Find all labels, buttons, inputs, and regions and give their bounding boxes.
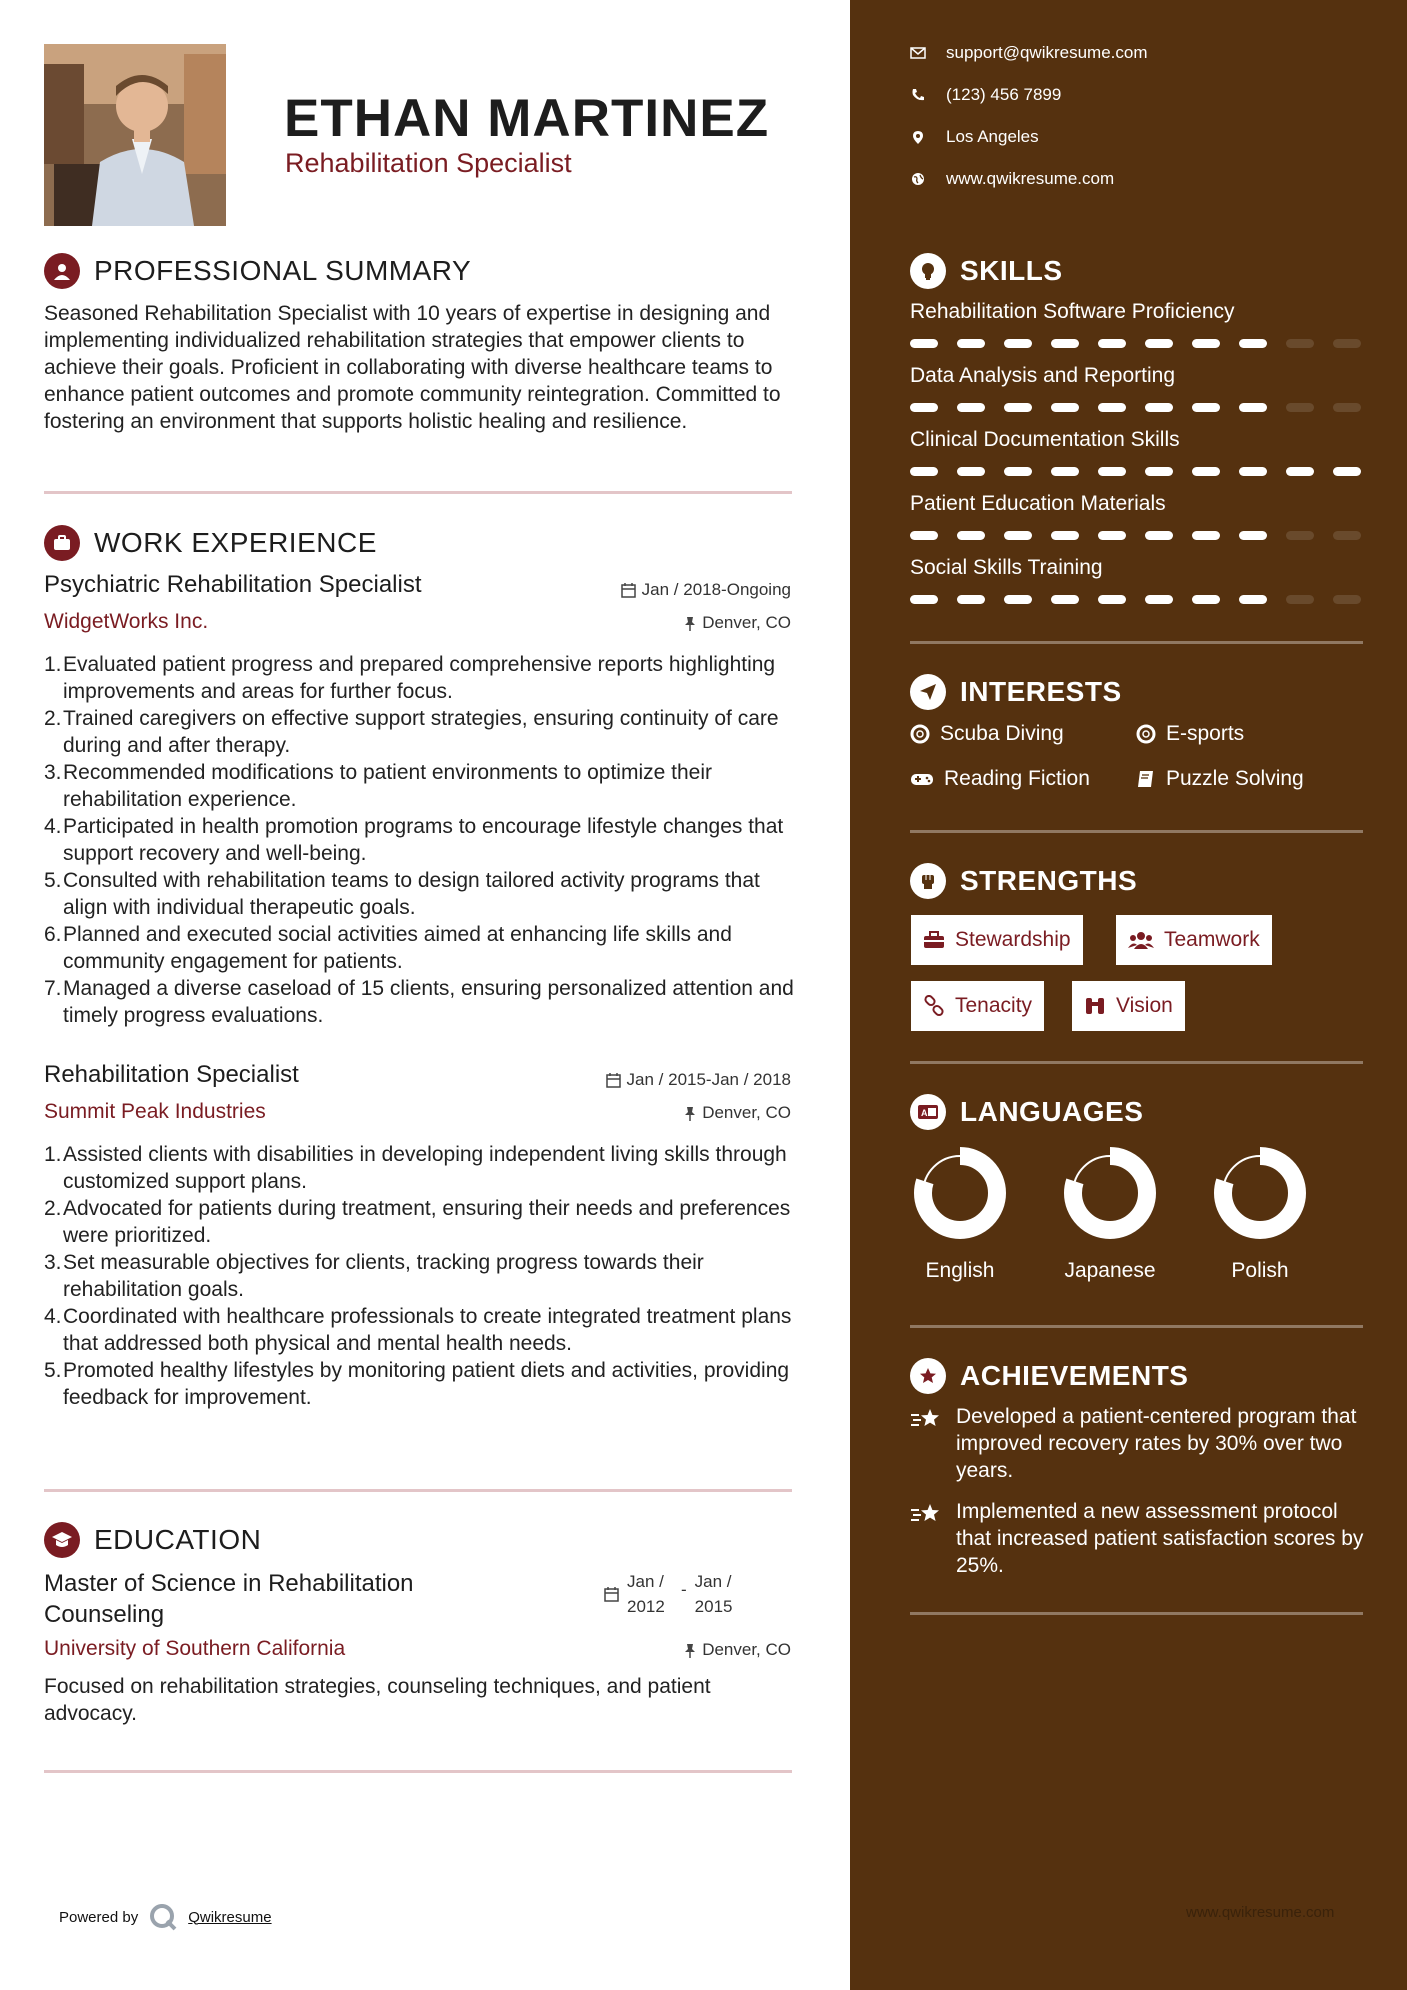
user-icon [44,253,80,289]
divider [44,1489,792,1492]
skill-rating-dash [1286,339,1314,348]
skill-rating-dash [957,403,985,412]
skill-rating-dash [1004,339,1032,348]
lifebuoy-icon [1136,724,1156,744]
list-item: 4. Participated in health promotion programs to encourage lifestyle changes that support recovery and well-being. [44,815,784,865]
profile-photo-illustration [44,44,226,226]
skill-name: Patient Education Materials [910,492,1166,515]
skill-rating-dash [1004,403,1032,412]
skill-rating-dash [1192,403,1220,412]
divider [910,641,1363,644]
footer-powered [59,1902,272,1932]
skill-rating [910,595,1361,604]
qwikresume-logo-icon [148,1902,178,1932]
education-description: Focused on rehabilitation strategies, counseling techniques, and patient advocacy. [44,1675,711,1725]
skill-rating-dash [1333,339,1361,348]
date-start-year: 2012 [627,1597,665,1616]
skill-name: Rehabilitation Software Proficiency [910,300,1235,323]
languages-heading [910,1094,1143,1130]
fist-icon [910,863,946,899]
skill-rating-dash [957,339,985,348]
contact-location [910,127,1039,147]
education-title: EDUCATION [94,1524,262,1555]
job-title: Psychiatric Rehabilitation Specialist [44,571,422,598]
skill-rating-dash [1333,403,1361,412]
skill-rating-dash [1051,403,1079,412]
skill-rating [910,531,1361,540]
skill-rating-dash [957,467,985,476]
skill-rating [910,339,1361,348]
list-item: 7. Managed a diverse caseload of 15 clients, ensuring personalized attention and timely progress evaluations. [44,977,794,1027]
job-location-text: Denver, CO [702,1103,791,1122]
job-date [606,1070,791,1090]
skill-rating-dash [1286,595,1314,604]
skill-name: Social Skills Training [910,556,1103,579]
binoculars-icon [1084,996,1106,1016]
interest-label: Scuba Diving [940,722,1064,745]
job-bullets [44,651,796,1029]
strength-label: Tenacity [955,994,1033,1017]
language-gauge [905,1146,1015,1240]
sidebar [850,0,1407,1990]
shooting-star-icon [910,1502,942,1526]
list-item: 4. Coordinated with healthcare professionals to create integrated treatment plans that addressed both physical and mental health needs. [44,1305,792,1355]
skill-rating-dash [1098,531,1126,540]
skill-rating-dash [1145,403,1173,412]
skill-rating [910,467,1361,476]
language-gauge [1205,1146,1315,1240]
star-badge-icon [910,1358,946,1394]
divider [910,1325,1363,1328]
strengths-heading [910,863,1137,899]
skill-rating-dash [1051,595,1079,604]
envelope-icon [910,47,926,59]
pin-icon [684,616,696,631]
skill-rating-dash [1145,339,1173,348]
list-item: 5. Consulted with rehabilitation teams to design tailored activity programs that align with individual therapeutic goals. [44,869,760,919]
skill-rating-dash [1192,467,1220,476]
achievements-heading [910,1358,1188,1394]
users-icon [1128,931,1154,949]
skill-rating-dash [1239,531,1267,540]
calendar-icon [606,1073,621,1088]
svg-text:A: A [921,1108,928,1118]
divider [44,1770,792,1773]
link-icon [923,995,945,1017]
interest-item [910,767,1090,791]
strength-label: Vision [1116,994,1173,1017]
education-date [604,1569,733,1619]
strengths-title: STRENGTHS [960,865,1138,896]
candidate-role: Rehabilitation Specialist [285,148,572,178]
powered-by-label: Powered by [59,1908,139,1926]
interest-item [910,722,1064,746]
list-item: 1. Evaluated patient progress and prepared comprehensive reports highlighting improvements and areas for further focus. [44,653,776,703]
calendar-icon [604,1587,619,1602]
paper-plane-icon [910,674,946,710]
divider [910,1612,1363,1615]
job-bullets [44,1141,796,1411]
skill-name: Clinical Documentation Skills [910,428,1180,451]
job-date [621,580,791,600]
pin-icon [684,1643,696,1658]
achievement-text: Developed a patient-centered program that improved recovery rates by 30% over two years. [956,1405,1357,1482]
date-separator: - [681,1580,687,1599]
skill-rating-dash [1145,595,1173,604]
skill-rating-dash [1239,403,1267,412]
skill-rating-dash [1145,531,1173,540]
list-item: 2. Advocated for patients during treatment, ensuring their needs and preferences were prioritized. [44,1197,791,1247]
skill-rating-dash [1051,467,1079,476]
job-location-text: Denver, CO [702,613,791,632]
skill-rating-dash [910,595,938,604]
lightbulb-icon [910,253,946,289]
skill-rating-dash [1239,467,1267,476]
date-end-year: 2015 [694,1597,733,1616]
education-location [684,1640,791,1660]
language-item [1055,1146,1165,1283]
skills-heading [910,253,1063,289]
skill-rating [910,403,1361,412]
skill-rating-dash [910,403,938,412]
skill-rating-dash [1051,339,1079,348]
pin-icon [684,1106,696,1121]
candidate-name: ETHAN MARTINEZ [284,89,770,148]
list-item: 1. Assisted clients with disabilities in developing independent living skills through customized support plans. [44,1143,787,1193]
school-name: University of Southern California [44,1637,346,1660]
contact-website[interactable] [910,169,1114,189]
achievement-item [910,1498,1370,1579]
gamepad-icon [910,771,934,787]
degree-title: Master of Science in Rehabilitation Counseling [44,1570,414,1628]
date-end-month: Jan / [694,1572,732,1591]
profile-photo [44,44,226,226]
language-item [905,1146,1015,1283]
achievement-item [910,1403,1370,1484]
skill-rating-dash [1004,531,1032,540]
interest-label: E-sports [1166,722,1245,745]
language-icon [910,1094,946,1130]
work-title: WORK EXPERIENCE [94,527,377,558]
language-label: Polish [1231,1259,1289,1282]
graduation-icon [44,1522,80,1558]
skill-rating-dash [1192,595,1220,604]
job-date-text: Jan / 2015-Jan / 2018 [626,1070,791,1089]
skill-rating-dash [1098,339,1126,348]
skill-rating-dash [957,595,985,604]
education-heading [44,1522,261,1558]
languages-title: LANGUAGES [960,1096,1144,1127]
interest-label: Reading Fiction [944,767,1090,790]
footer-site: www.qwikresume.com [1186,1904,1335,1921]
language-label: Japanese [1064,1259,1156,1282]
achievements-title: ACHIEVEMENTS [960,1360,1189,1391]
divider [910,830,1363,833]
skill-rating-dash [1333,531,1361,540]
skill-rating-dash [1145,467,1173,476]
interests-heading [910,674,1122,710]
date-start-month: Jan / [627,1572,664,1591]
skill-rating-dash [1051,531,1079,540]
interest-label: Puzzle Solving [1166,767,1304,790]
divider [910,1061,1363,1064]
skill-rating-dash [1286,467,1314,476]
lifebuoy-icon [910,724,930,744]
language-label: English [925,1259,995,1282]
shooting-star-icon [910,1407,942,1431]
strength-label: Stewardship [955,928,1071,951]
skill-rating-dash [910,531,938,540]
globe-icon [911,172,925,186]
skill-rating-dash [1004,595,1032,604]
map-marker-icon [912,130,924,145]
job-location [684,613,791,633]
skill-rating-dash [1098,467,1126,476]
skill-rating-dash [1286,531,1314,540]
interests-title: INTERESTS [960,676,1122,707]
skills-title: SKILLS [960,255,1063,286]
work-heading [44,525,377,561]
summary-text: Seasoned Rehabilitation Specialist with 10 years of expertise in designing and implementing individualized rehabilitation strategies that empower clients to achieve their goals. Proficient in collaborating with diverse healthcare teams to enhance patient outcomes and promote community reintegration. Committed to fostering an environment that supports holistic healing and resilience. [44,302,781,433]
contact-website-text: www.qwikresume.com [946,169,1115,188]
job-company: WidgetWorks Inc. [44,610,209,633]
brand-link[interactable]: Qwikresume [188,1908,272,1926]
summary-heading [44,253,471,289]
contact-email-text: support@qwikresume.com [946,43,1148,62]
strength-badge [1072,981,1185,1031]
list-item: 3. Recommended modifications to patient environments to optimize their rehabilitation experience. [44,761,712,811]
briefcase-icon [44,525,80,561]
skill-rating-dash [910,339,938,348]
contact-email[interactable] [910,43,1148,63]
skill-rating-dash [1333,595,1361,604]
skill-name: Data Analysis and Reporting [910,364,1175,387]
list-item: 3. Set measurable objectives for clients, tracking progress towards their rehabilitation goals. [44,1251,704,1301]
contact-phone-text: (123) 456 7899 [946,85,1062,104]
skill-rating-dash [1004,467,1032,476]
list-item: 2. Trained caregivers on effective support strategies, ensuring continuity of care during and after therapy. [44,707,779,757]
achievement-text: Implemented a new assessment protocol that increased patient satisfaction scores by 25%. [956,1500,1364,1577]
skill-rating-dash [1239,595,1267,604]
strength-badge [911,981,1044,1031]
phone-icon [911,88,925,102]
skill-rating-dash [1098,403,1126,412]
skill-rating-dash [910,467,938,476]
language-gauge [1055,1146,1165,1240]
contact-phone[interactable] [910,85,1061,105]
briefcase-icon [923,931,945,949]
skill-rating-dash [1333,467,1361,476]
language-item [1205,1146,1315,1283]
education-location-text: Denver, CO [702,1640,791,1659]
job-company: Summit Peak Industries [44,1100,266,1123]
skill-rating-dash [1286,403,1314,412]
skill-rating-dash [1239,339,1267,348]
divider [44,491,792,494]
strength-badge [1116,915,1272,965]
book-icon [1136,769,1156,789]
skill-rating-dash [1192,531,1220,540]
strength-label: Teamwork [1164,928,1260,951]
job-date-text: Jan / 2018-Ongoing [641,580,791,599]
job-location [684,1103,791,1123]
calendar-icon [621,583,636,598]
skill-rating-dash [1192,339,1220,348]
skill-rating-dash [957,531,985,540]
interest-item [1136,767,1304,791]
list-item: 6. Planned and executed social activities aimed at enhancing life skills and community engagement for patients. [44,923,732,973]
strength-badge [911,915,1083,965]
list-item: 5. Promoted healthy lifestyles by monitoring patient diets and activities, providing feedback for improvement. [44,1359,790,1409]
interest-item [1136,722,1244,746]
skill-rating-dash [1098,595,1126,604]
job-title: Rehabilitation Specialist [44,1061,299,1088]
contact-location-text: Los Angeles [946,127,1039,146]
summary-title: PROFESSIONAL SUMMARY [94,255,472,286]
